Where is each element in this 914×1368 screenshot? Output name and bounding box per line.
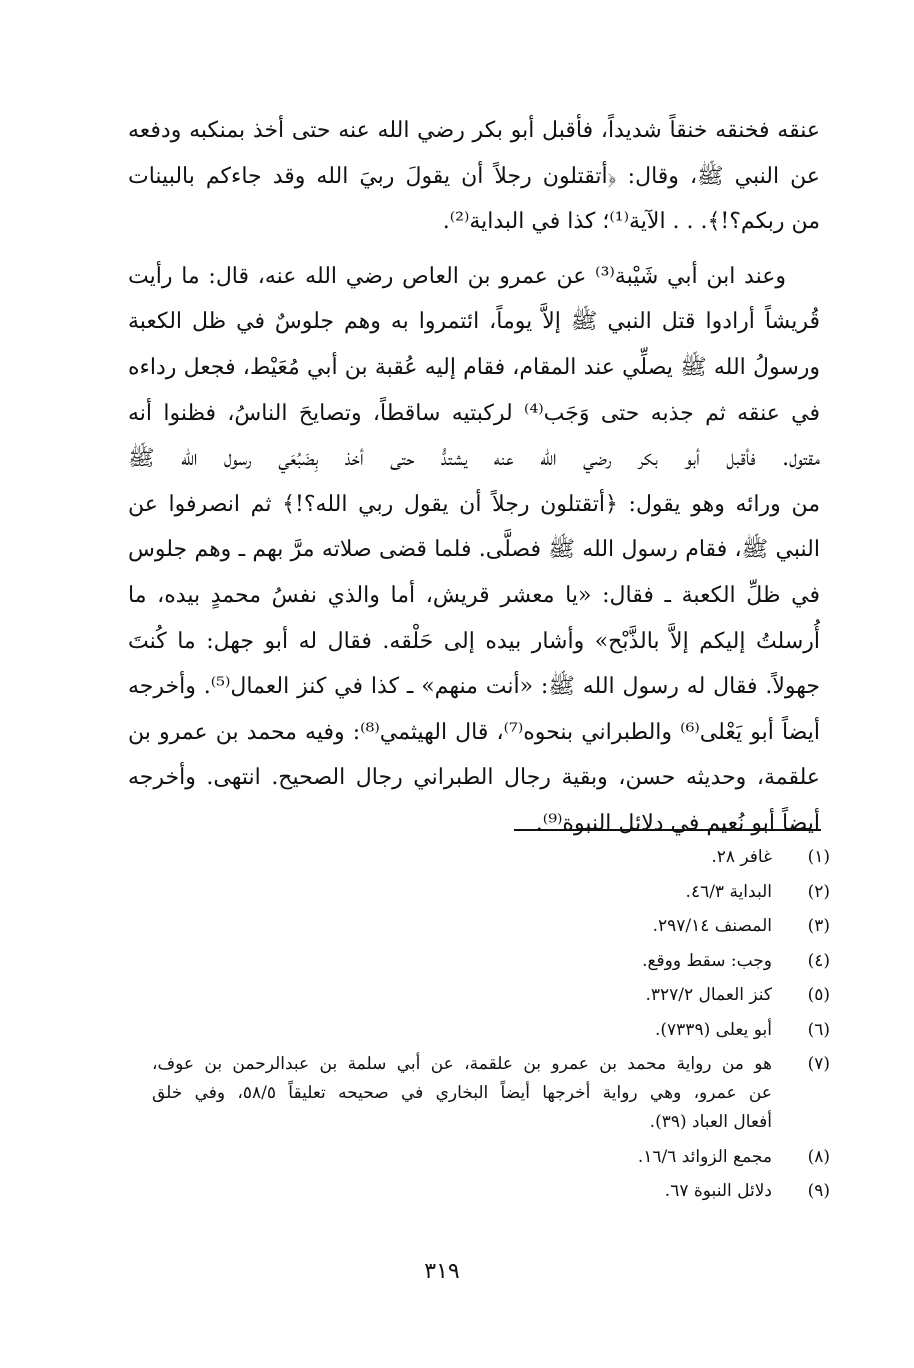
footnotes [140, 843, 830, 1212]
footnote-6 [140, 1016, 830, 1045]
paragraph-1 [128, 108, 820, 245]
text-line: علقمة، وحديثه حسن، وبقية رجال الطبراني رجال الصحيح. انتهى. وأخرجه [128, 765, 820, 791]
footnote-number: (٧) [807, 1054, 830, 1074]
text-line: جهولاً. فقال له رسول الله ﷺ: «أنت منهم» ـ كذا في كنز العمال⁽⁵⁾. وأخرجه [128, 674, 820, 700]
text-line: من ورائه وهو يقول: ﴿أتقتلون رجلاً أن يقول ربي الله؟!﴾ ثم انصرفوا عن [128, 491, 820, 517]
footnote-text: غافر ٢٨. [711, 847, 772, 867]
text-line: أيضاً أبو يَعْلى⁽⁶⁾ والطبراني بنحوه⁽⁷⁾، قال الهيثمي⁽⁸⁾: وفيه محمد بن عمرو بن [128, 719, 820, 745]
footnote-text: المصنف ٢٩٧/١٤. [652, 916, 772, 936]
footnote-divider [514, 829, 821, 831]
footnote-number: (٢) [807, 881, 830, 902]
text-line: قُريشاً أرادوا قتل النبي ﷺ إلاَّ يوماً، ائتمروا به وهم جلوسٌ في ظل الكعبة [128, 309, 820, 335]
footnote-8 [140, 1143, 830, 1172]
footnote-number: (٤) [807, 950, 830, 971]
footnote-2 [140, 878, 830, 907]
text-line: عنقه فخنقه خنقاً شديداً، فأقبل أبو بكر رضي الله عنه حتى أخذ بمنكبه ودفعه [128, 118, 820, 143]
footnote-text: عن عمرو، وهي رواية أخرجها أيضاً البخاري في صحيحه تعليقاً ٥٨/٥، وفي خلق [152, 1083, 772, 1103]
footnote-3 [140, 912, 830, 941]
text-line: أيضاً أبو نُعيم في دلائل النبوة⁽⁹⁾. [535, 810, 820, 836]
footnote-4 [140, 947, 830, 976]
footnote-text: أفعال العباد (٣٩). [649, 1112, 772, 1132]
text-line: في عنقه ثم جذبه حتى وَجَب⁽⁴⁾ لركبتيه ساقطاً، وتصايحَ الناسُ، فظنوا أنه [128, 400, 820, 426]
text-line: ورسولُ الله ﷺ يصلِّي عند المقام، فقام إليه عُقبة بن أبي مُعَيْط، فجعل رداءه [128, 354, 820, 380]
text-line: في ظلِّ الكعبة ـ فقال: «يا معشر قريش، أما والذي نفسُ محمدٍ بيده، ما [128, 582, 820, 608]
text-line: عن النبي ﷺ، وقال: ﴿أتقتلون رجلاً أن يقولَ ربيَ الله وقد جاءكم بالبينات [128, 163, 820, 189]
footnote-text: كنز العمال ٣٢٧/٢. [645, 985, 772, 1005]
footnote-7 [140, 1050, 830, 1137]
footnote-9 [140, 1177, 830, 1206]
main-text [128, 108, 820, 847]
page-number: ٣١٩ [424, 1259, 460, 1284]
footnote-text: وجب: سقط ووقع. [642, 950, 772, 971]
footnote-text: هو من رواية محمد بن عمرو بن علقمة، عن أبي سلمة بن عبدالرحمن بن عوف، [152, 1054, 772, 1074]
text-line: النبي ﷺ، فقام رسول الله ﷺ فصلَّى. فلما قضى صلاته مرَّ بهم ـ وهم جلوس [128, 537, 820, 563]
footnote-number: (٨) [807, 1146, 830, 1167]
text-line: وعند ابن أبي شَيْبة⁽³⁾ عن عمرو بن العاص رضي الله عنه، قال: ما رأيت [128, 263, 786, 289]
footnote-text: البداية ٤٦/٣. [685, 881, 772, 902]
footnote-number: (١) [807, 847, 830, 867]
text-line: مقتول. فأقبل أبو بكر رضي الله عنه يشتدُّ حتى أخذ بِضَبُعَي رسول الله ﷺ [128, 446, 820, 472]
footnote-number: (٥) [807, 985, 830, 1005]
footnote-text: أبو يعلى (٧٣٣٩). [655, 1019, 772, 1040]
footnote-number: (٦) [807, 1019, 830, 1040]
footnote-text: مجمع الزوائد ١٦/٦. [637, 1146, 772, 1167]
footnote-number: (٣) [807, 916, 830, 936]
paragraph-2 [128, 254, 820, 847]
text-line: أُرسلتُ إليكم إلاَّ بالذَّبْح» وأشار بيده إلى حَلْقه. فقال له أبو جهل: ما كُنتَ [128, 628, 820, 654]
text-line: من ربكم؟!﴾. . . الآية⁽¹⁾؛ كذا في البداية⁽²⁾. [442, 209, 820, 235]
footnote-number: (٩) [807, 1181, 830, 1201]
footnote-text: دلائل النبوة ٦٧. [664, 1181, 772, 1201]
footnote-5 [140, 981, 830, 1010]
footnote-1 [140, 843, 830, 872]
